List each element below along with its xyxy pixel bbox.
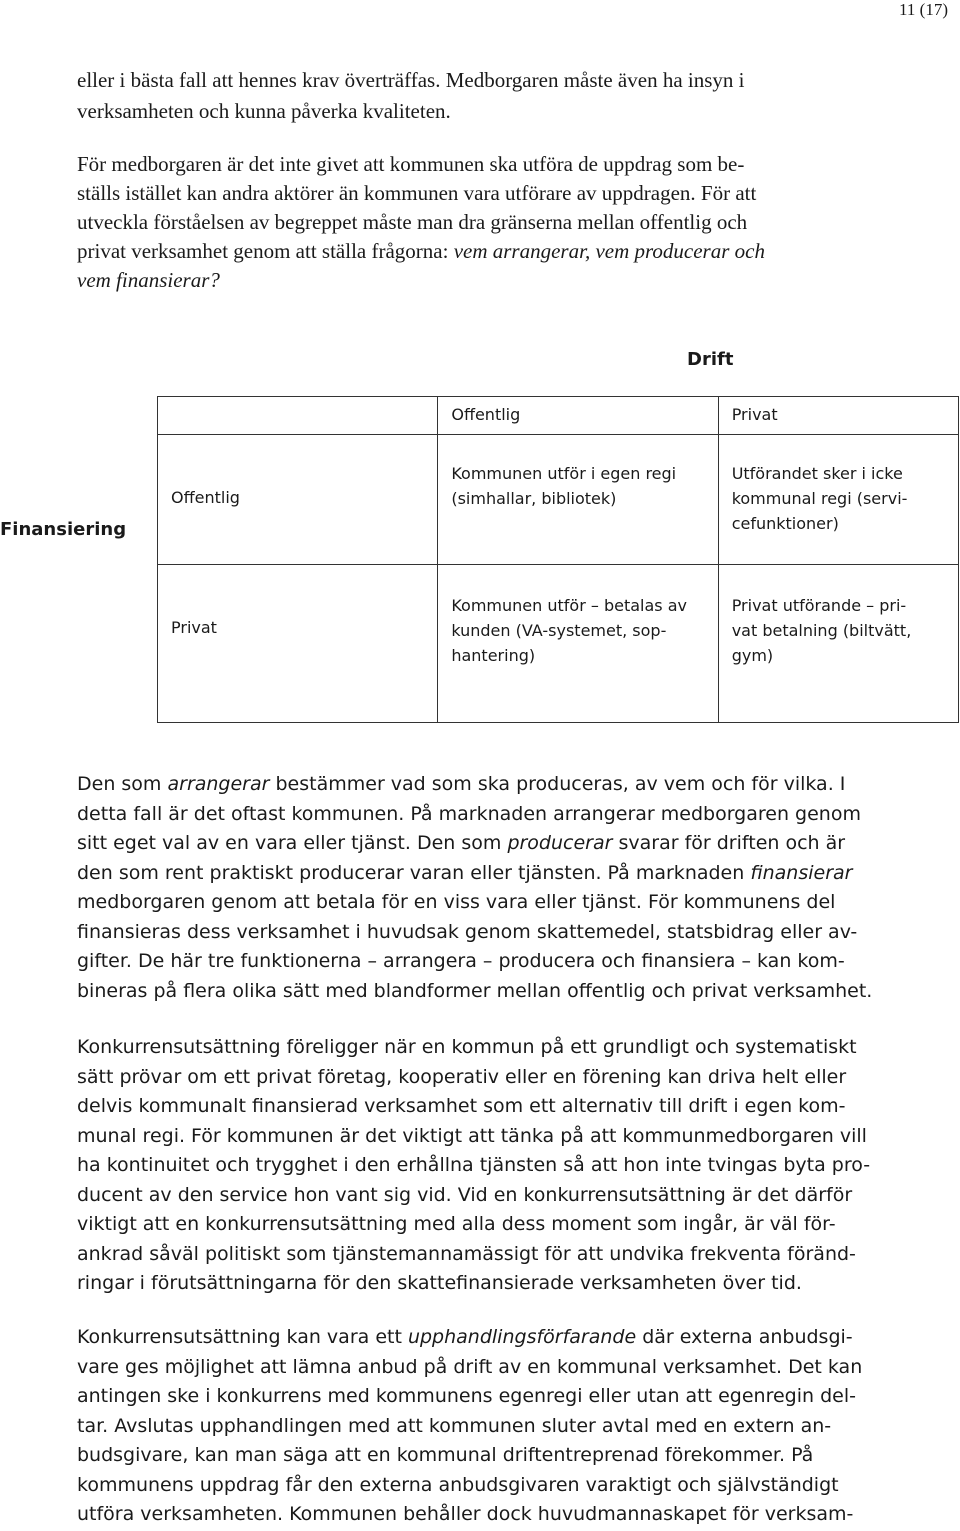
paragraph-arrangera-text: Den som [77, 773, 168, 795]
paragraph-intro: eller i bästa fall att hennes krav överträffas. Medborgaren måste även ha insyn i verksamheten och kunna påverka kvaliteten. [77, 68, 745, 123]
paragraph-upphandling-text: Konkurrensutsättning kan vara ett [77, 1326, 408, 1348]
drift-axis-label: Drift [687, 349, 734, 370]
matrix-row [158, 435, 959, 565]
finansiering-axis-label: Finansiering [0, 519, 127, 540]
matrix-cell: Utförandet sker i icke kommunal regi (servi- cefunktioner) [718, 435, 958, 565]
matrix-row [158, 565, 959, 723]
matrix-cell: Privat utförande – pri- vat betalning (biltvätt, gym) [718, 565, 958, 723]
term-finansierar: finansierar [750, 861, 853, 884]
matrix-row-header: Privat [158, 565, 438, 723]
paragraph-arrangera [77, 770, 872, 1006]
matrix-cell: Kommunen utför – betalas av kunden (VA-systemet, sop- hantering) [438, 565, 718, 723]
paragraph-arrangera-text: medborgaren genom att betala för en viss vara eller tjänst. För kommunens del finansieras dess verksamhet i huvudsak genom skattemedel, statsbidrag eller av- gifter. De här tre funktionerna – arrangera – producera och finansiera – kan kom- bineras på flera olika sätt med blandformer mellan offentlig och privat verksamhet. [77, 891, 873, 1002]
matrix-row-header: Offentlig [158, 435, 438, 565]
paragraph-upphandling-text: där externa anbudsgi- vare ges möjlighet att lämna anbud på drift av en kommunal verksamhet. Det kan antingen ske i konkurrens med kommunens egenregi eller utan att egenregin del- tar. Avslutas upphandlingen med att kommunen sluter avtal med en extern an- budsgivare, kan man säga att en kommunal driftentreprenad förekommer. På kommunens uppdrag får den externa anbudsgivaren varaktigt och självständigt utföra verksamheten. Kommunen behåller dock huvudmannaskapet för verksam- [77, 1326, 863, 1525]
paragraph-upphandling [77, 1323, 862, 1530]
paragraph-arrangera-text: bestämmer vad som ska produceras, av vem och för vilka. I detta fall är det oftast kommunen. På marknaden arrangerar medborgaren genom sitt eget val av en vara eller tjänst. Den som [77, 773, 861, 854]
matrix-header-row [158, 397, 959, 435]
term-arrangerar: arrangerar [167, 773, 270, 795]
matrix-col-header: Offentlig [438, 397, 718, 435]
paragraph-konkurrensutsattning: Konkurrensutsättning föreligger när en kommun på ett grundligt och systematiskt sätt prövar om ett privat företag, kooperativ eller en förening kan driva helt eller delvis kommunalt finansierad verksamhet som ett alternativ till drift i egen kom- munal regi. För kommunen är det viktigt att tänka på att kommunmedborgaren vill ha kontinuitet och trygghet i den erhållna tjänsten så att hon inte tvingas byta pro- ducent av den service hon vant sig vid. Vid en konkurrensutsättning är det därför viktigt att en konkurrensutsättning med alla dess moment som ingår, är väl för- ankrad såväl politiskt som tjänstemannamässigt för att undvika frekventa föränd- ringar i förutsättningarna för den skattefinansierade verksamheten över tid. [77, 1036, 871, 1294]
term-producerar: producerar [507, 832, 613, 854]
drift-finansiering-matrix [157, 396, 959, 723]
matrix-corner-cell [158, 397, 438, 435]
page-number: 11 (17) [899, 0, 948, 19]
paragraph-questions-text: För medborgaren är det inte givet att kommunen ska utföra de uppdrag som be- ställs istället kan andra aktörer än kommunen vara utförare av uppdragen. För att utveckla förståelsen av begreppet måste man dra gränserna mellan offentlig och privat verksamhet genom att ställa frågorna: [77, 152, 757, 263]
paragraph-questions-emphasis: vem arrangerar, vem producerar och vem finansierar? [77, 239, 765, 292]
paragraph-arrangera-text: svarar för driften och är den som rent praktiskt producerar varan eller tjänsten. På marknaden [77, 832, 846, 884]
paragraph-questions [77, 150, 765, 295]
matrix-cell: Kommunen utför i egen regi (simhallar, bibliotek) [438, 435, 718, 565]
matrix-col-header: Privat [718, 397, 958, 435]
term-upphandlingsforfarande: upphandlingsförfarande [407, 1326, 637, 1348]
